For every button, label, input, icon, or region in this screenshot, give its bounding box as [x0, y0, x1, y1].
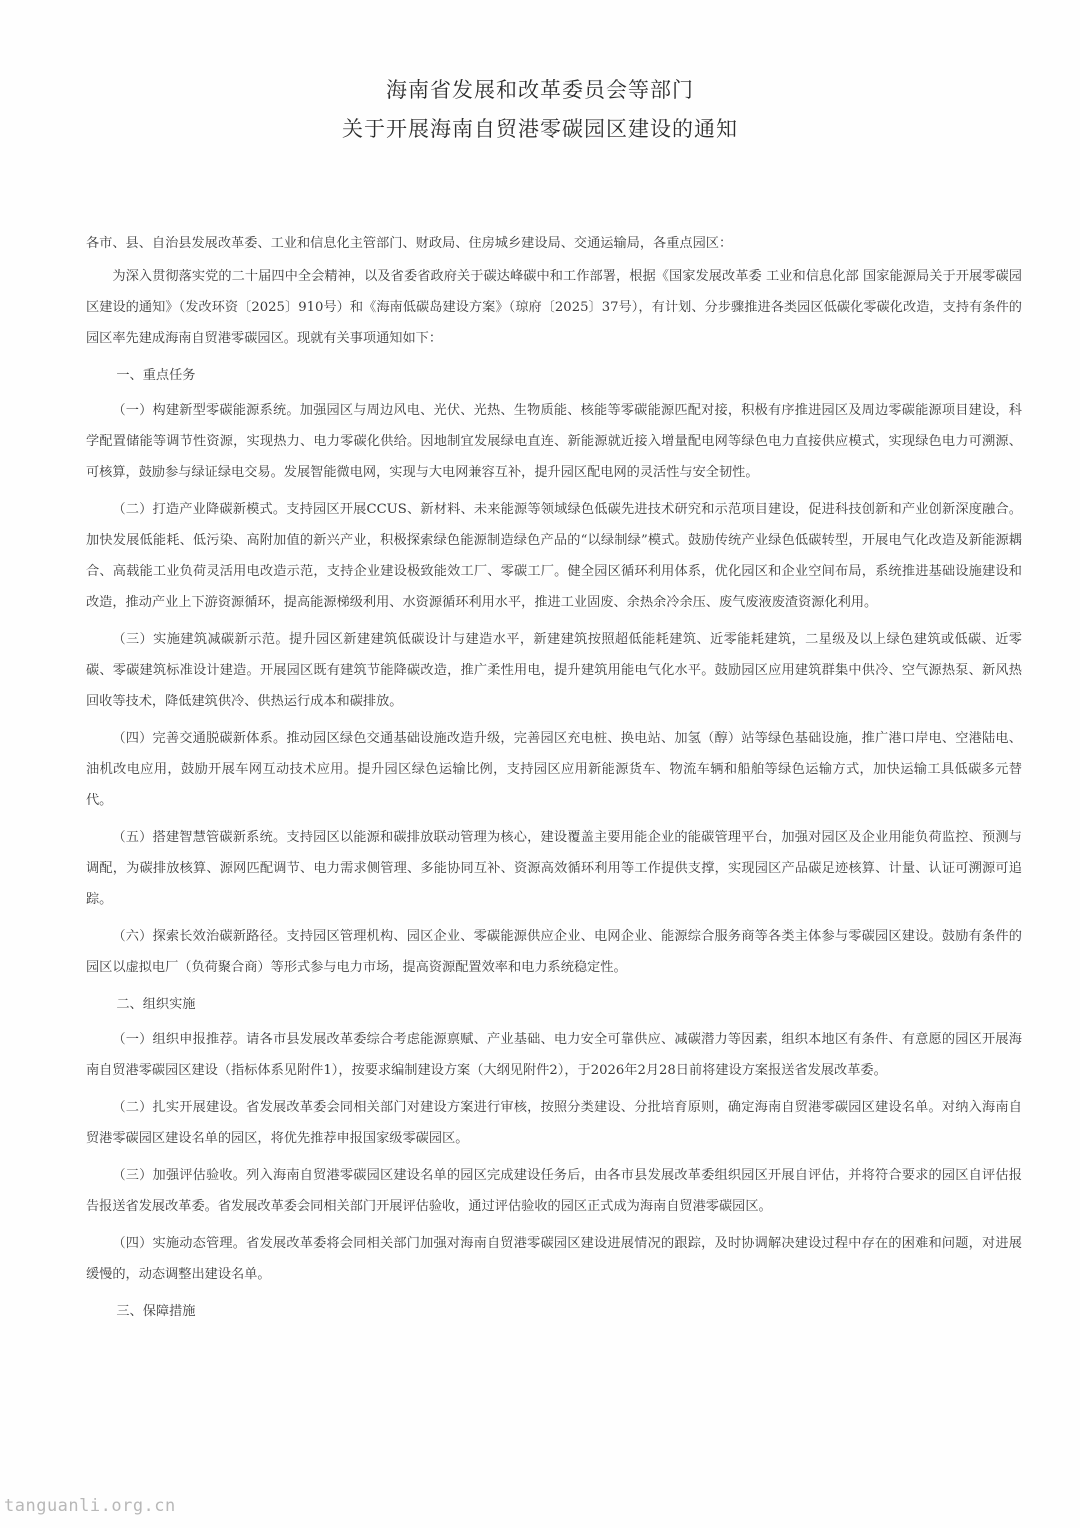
- site-watermark: tanguanli.org.cn: [4, 1496, 176, 1516]
- task-paragraph-4: （四）完善交通脱碳新体系。推动园区绿色交通基础设施改造升级，完善园区充电桩、换电站、加氢（醇）站等绿色基础设施，推广港口岸电、空港陆电、油机改电应用，鼓励开展车网互动技术应用。提升园区绿色运输比例，支持园区应用新能源货车、物流车辆和船舶等绿色运输方式，加快运输工具低碳多元替代。: [86, 731, 1022, 808]
- task-paragraph-6: （六）探索长效治碳新路径。支持园区管理机构、园区企业、零碳能源供应企业、电网企业、能源综合服务商等各类主体参与零碳园区建设。鼓励有条件的园区以虚拟电厂（负荷聚合商）等形式参与电力市场，提高资源配置效率和电力系统稳定性。: [86, 929, 1022, 975]
- section-heading-safeguards: 三、保障措施: [116, 1304, 196, 1319]
- document-title-line2: 关于开展海南自贸港零碳园区建设的通知: [342, 117, 738, 141]
- implementation-paragraph-4: （四）实施动态管理。省发展改革委将会同相关部门加强对海南自贸港零碳园区建设进展情况的跟踪，及时协调解决建设过程中存在的困难和问题，对进展缓慢的，动态调整出建设名单。: [86, 1236, 1022, 1282]
- salutation: 各市、县、自治县发展改革委、工业和信息化主管部门、财政局、住房城乡建设局、交通运输局，各重点园区：: [86, 236, 733, 251]
- intro-paragraph: 为深入贯彻落实党的二十届四中全会精神，以及省委省政府关于碳达峰碳中和工作部署，根据《国家发展改革委 工业和信息化部 国家能源局关于开展零碳园区建设的通知》（发改环资〔2025〕910号）和《海南低碳岛建设方案》（琼府〔2025〕37号），有计划、分步骤推进各类园区低碳化零碳化改造，支持有条件的园区率先建成海南自贸港零碳园区。现就有关事项通知如下：: [86, 269, 1022, 346]
- task-paragraph-1: （一）构建新型零碳能源系统。加强园区与周边风电、光伏、光热、生物质能、核能等零碳能源匹配对接，积极有序推进园区及周边零碳能源项目建设，科学配置储能等调节性资源，实现热力、电力零碳化供给。因地制宜发展绿电直连、新能源就近接入增量配电网等绿色电力直接供应模式，实现绿色电力可溯源、可核算，鼓励参与绿证绿电交易。发展智能微电网，实现与大电网兼容互补，提升园区配电网的灵活性与安全韧性。: [86, 403, 1022, 480]
- implementation-paragraph-2: （二）扎实开展建设。省发展改革委会同相关部门对建设方案进行审核，按照分类建设、分批培育原则，确定海南自贸港零碳园区建设名单。对纳入海南自贸港零碳园区建设名单的园区，将优先推荐申报国家级零碳园区。: [86, 1100, 1022, 1146]
- implementation-paragraph-1: （一）组织申报推荐。请各市县发展改革委综合考虑能源禀赋、产业基础、电力安全可靠供应、减碳潜力等因素，组织本地区有条件、有意愿的园区开展海南自贸港零碳园区建设（指标体系见附件1），按要求编制建设方案（大纲见附件2），于2026年2月28日前将建设方案报送省发展改革委。: [86, 1032, 1022, 1078]
- document-title-line1: 海南省发展和改革委员会等部门: [386, 78, 694, 102]
- task-paragraph-2: （二）打造产业降碳新模式。支持园区开展CCUS、新材料、未来能源等领域绿色低碳先进技术研究和示范项目建设，促进科技创新和产业创新深度融合。加快发展低能耗、低污染、高附加值的新兴产业，积极探索绿色能源制造绿色产品的“以绿制绿”模式。鼓励传统产业绿色低碳转型，开展电气化改造及新能源耦合、高载能工业负荷灵活用电改造示范，支持企业建设极致能效工厂、零碳工厂。健全园区循环利用体系，优化园区和企业空间布局，系统推进基础设施建设和改造，推动产业上下游资源循环，提高能源梯级利用、水资源循环利用水平，推进工业固废、余热余冷余压、废气废液废渣资源化利用。: [86, 502, 1022, 610]
- task-paragraph-5: （五）搭建智慧管碳新系统。支持园区以能源和碳排放联动管理为核心，建设覆盖主要用能企业的能碳管理平台，加强对园区及企业用能负荷监控、预测与调配，为碳排放核算、源网匹配调节、电力需求侧管理、多能协同互补、资源高效循环利用等工作提供支撑，实现园区产品碳足迹核算、计量、认证可溯源可追踪。: [86, 830, 1022, 907]
- section-heading-tasks: 一、重点任务: [116, 368, 196, 383]
- document-body: [86, 228, 1022, 1331]
- task-paragraph-3: （三）实施建筑减碳新示范。提升园区新建建筑低碳设计与建造水平，新建建筑按照超低能耗建筑、近零能耗建筑，二星级及以上绿色建筑或低碳、近零碳、零碳建筑标准设计建造。开展园区既有建筑节能降碳改造，推广柔性用电，提升建筑用能电气化水平。鼓励园区应用建筑群集中供冷、空气源热泵、新风热回收等技术，降低建筑供冷、供热运行成本和碳排放。: [86, 632, 1022, 709]
- implementation-paragraph-3: （三）加强评估验收。列入海南自贸港零碳园区建设名单的园区完成建设任务后，由各市县发展改革委组织园区开展自评估，并将符合要求的园区自评估报告报送省发展改革委。省发展改革委会同相关部门开展评估验收，通过评估验收的园区正式成为海南自贸港零碳园区。: [86, 1168, 1022, 1214]
- section-heading-implementation: 二、组织实施: [116, 997, 196, 1012]
